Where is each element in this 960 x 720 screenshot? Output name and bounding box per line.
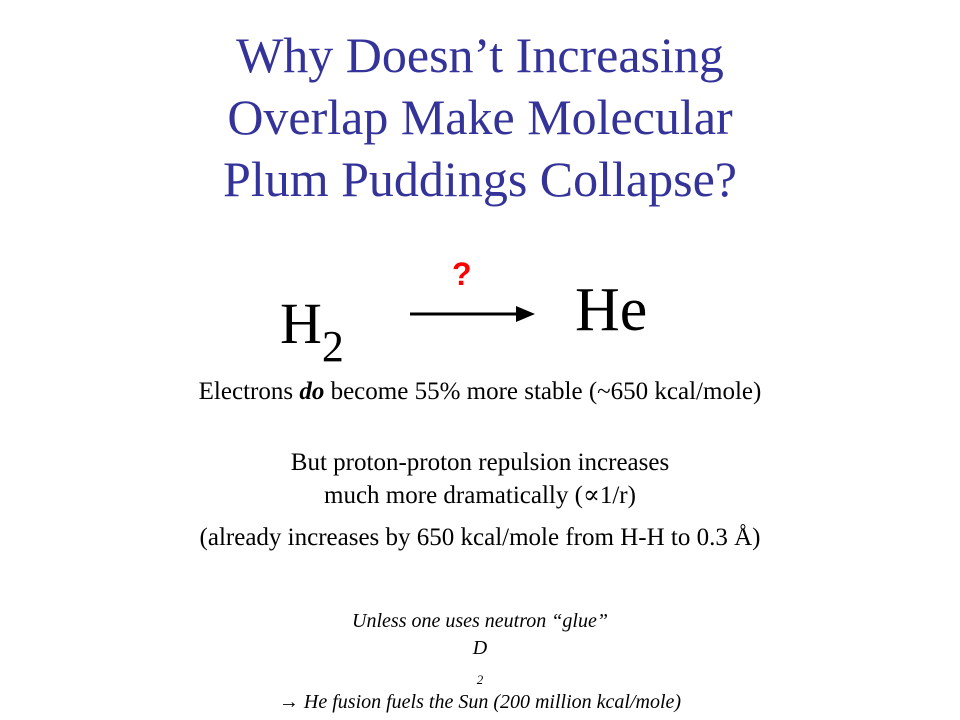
footnote-line-1: Unless one uses neutron “glue” xyxy=(352,610,608,632)
question-mark: ? xyxy=(452,256,472,292)
reaction-arrow-icon xyxy=(410,302,535,326)
reaction-diagram xyxy=(0,250,960,370)
electrons-stable-line xyxy=(0,376,960,408)
repulsion-line-2: much more dramatically (∝1/r) xyxy=(324,482,636,509)
stable-prefix: Electrons xyxy=(198,378,300,405)
stable-suffix: become 55% more stable (~650 kcal/mole) xyxy=(324,378,762,405)
footnote xyxy=(0,608,960,716)
footnote-line-2 xyxy=(0,635,960,716)
footnote-rest: → He fusion fuels the Sun (200 million kcal/mole) xyxy=(278,691,682,713)
reactant-subscript: 2 xyxy=(321,322,344,371)
stable-emphasis: do xyxy=(299,378,325,405)
title-line-1: Why Doesn’t Increasing xyxy=(236,27,724,83)
title-line-3: Plum Puddings Collapse? xyxy=(223,151,737,207)
reactant-h2 xyxy=(280,291,344,371)
slide-title xyxy=(0,24,960,210)
product-he: He xyxy=(575,276,648,344)
footnote-d: D xyxy=(472,637,488,659)
repulsion-line-1: But proton-proton repulsion increases xyxy=(290,449,670,476)
already-increases-line: (already increases by 650 kcal/mole from H-H to 0.3 Å) xyxy=(199,524,761,551)
footnote-d-subscript: 2 xyxy=(476,672,484,687)
title-line-2: Overlap Make Molecular xyxy=(227,89,733,145)
repulsion-text xyxy=(0,446,960,512)
reactant-symbol: H xyxy=(280,291,322,356)
